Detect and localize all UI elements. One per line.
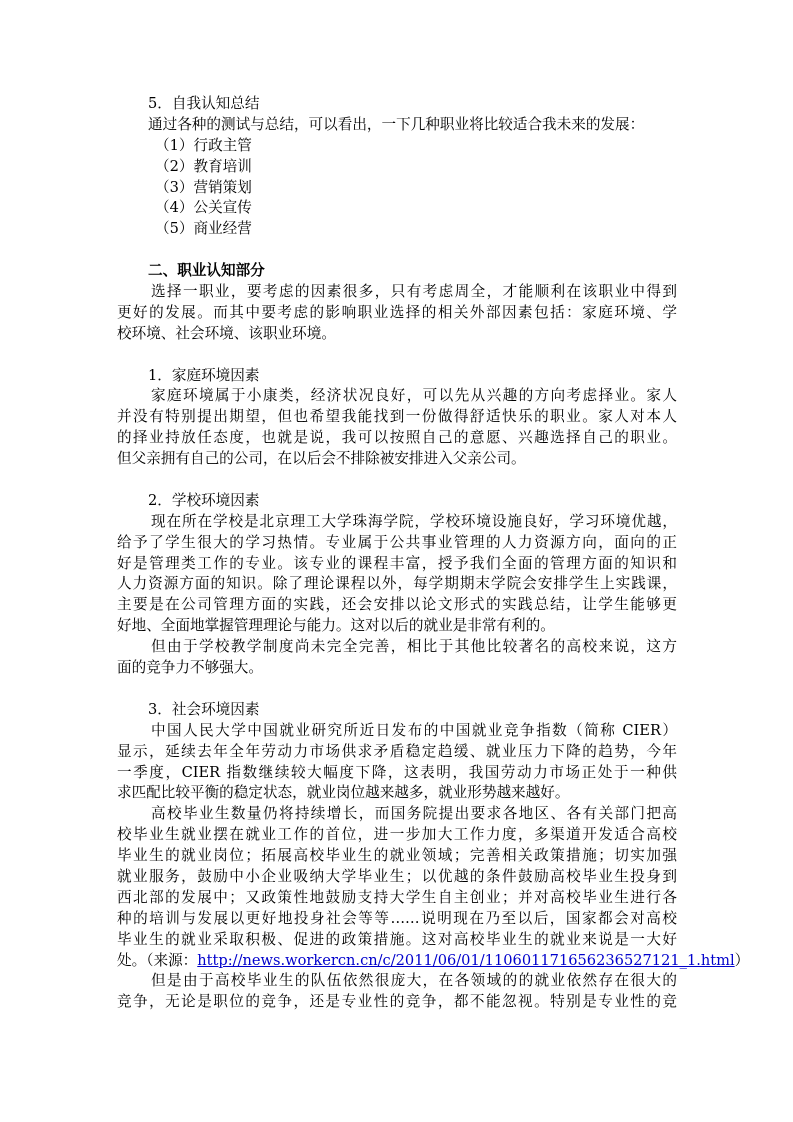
list-item: （1）行政主管 [155, 136, 252, 154]
paragraph-line: 但是由于高校毕业生的队伍依然很庞大，在各领域的的就业依然存在很大的 [151, 972, 677, 990]
paragraph-line: 人力资源方面的知识。除了理论课程以外，每学期期末学院会安排学生上实践课， [117, 575, 677, 593]
paragraph-line: 种的培训与发展以更好地投身社会等等……说明现在乃至以后，国家都会对高校 [117, 909, 677, 927]
paragraph-line: 现在所在学校是北京理工大学珠海学院，学校环境设施良好，学习环境优越， [151, 512, 677, 530]
paragraph-line: 显示，延续去年全年劳动力市场供求矛盾稳定趋缓、就业压力下降的趋势，今年 [117, 742, 677, 760]
paragraph-line: 家庭环境属于小康类，经济状况良好，可以先从兴趣的方向考虑择业。家人 [151, 387, 677, 405]
family-title: 1．家庭环境因素 [148, 366, 260, 384]
list-item: （3）营销策划 [155, 178, 252, 196]
source-suffix: ） [734, 951, 750, 969]
source-link[interactable]: http://news.workercn.cn/c/2011/06/01/110601171656236527121_1.html [197, 951, 735, 969]
paragraph-line: 竞争，无论是职位的竞争，还是专业性的竞争，都不能忽视。特别是专业性的竞 [117, 993, 677, 1011]
list-item: （4）公关宣传 [155, 199, 252, 217]
paragraph-line: 给予了学生很大的学习热情。专业属于公共事业管理的人力资源方向，面向的正 [117, 533, 677, 551]
paragraph-line: 毕业生的就业岗位；拓展高校毕业生的就业领域；完善相关政策措施；切实加强 [117, 847, 677, 865]
paragraph-line: 西北部的发展中；又政策性地鼓励支持大学生自主创业；并对高校毕业生进行各 [117, 888, 677, 906]
paragraph-line: 毕业生的就业采取积极、促进的政策措施。这对高校毕业生的就业来说是一大好 [117, 930, 677, 948]
list-item: （5）商业经营 [155, 220, 252, 238]
paragraph-line: 的择业持放任态度，也就是说，我可以按照自己的意愿、兴趣选择自己的职业。 [117, 429, 677, 447]
paragraph-line: 校毕业生就业摆在就业工作的首位，进一步加大工作力度，多渠道开发适合高校 [117, 826, 677, 844]
source-prefix: 处。（来源： [117, 951, 198, 969]
paragraph-line: 校环境、社会环境、该职业环境。 [117, 324, 336, 342]
paragraph-line: 就业服务，鼓励中小企业吸纳大学毕业生；以优越的条件鼓励高校毕业生投身到 [117, 867, 677, 885]
paragraph-line: 主要是在公司管理方面的实践，还会安排以论文形式的实践总结，让学生能够更 [117, 596, 677, 614]
society-title: 3．社会环境因素 [148, 700, 260, 718]
list-item: （2）教育培训 [155, 157, 252, 175]
paragraph-line: 求匹配比较平衡的稳定状态，就业岗位越来越多，就业形势越来越好。 [117, 784, 570, 802]
paragraph-line: 中国人民大学中国就业研究所近日发布的中国就业竞争指数（简称 CIER） [151, 721, 677, 739]
paragraph-line: 并没有特别提出期望，但也希望我能找到一份做得舒适快乐的职业。家人对本人 [117, 408, 677, 426]
paragraph-line: 一季度，CIER 指数继续较大幅度下降，这表明，我国劳动力市场正处于一种供 [117, 763, 677, 781]
school-title: 2．学校环境因素 [148, 491, 260, 509]
part2-heading: 二、职业认知部分 [148, 262, 265, 280]
section5-title: 5．自我认知总结 [148, 95, 260, 112]
paragraph-line: 好地、全面地掌握管理理论与能力。这对以后的就业是非常有利的。 [117, 617, 555, 635]
paragraph-line: 高校毕业生数量仍将持续增长，而国务院提出要求各地区、各有关部门把高 [151, 805, 677, 823]
section5-intro: 通过各种的测试与总结，可以看出，一下几种职业将比较适合我未来的发展： [148, 115, 645, 133]
document-page [117, 94, 750, 1013]
paragraph-line: 但父亲拥有自己的公司，在以后会不排除被安排进入父亲公司。 [117, 450, 526, 468]
paragraph-line: 更好的发展。而其中要考虑的影响职业选择的相关外部因素包括：家庭环境、学 [117, 303, 677, 321]
paragraph-line: 但由于学校教学制度尚未完全完善，相比于其他比较著名的高校来说，这方 [151, 638, 677, 656]
paragraph-line: 好是管理类工作的专业。该专业的课程丰富，授予我们全面的管理方面的知识和 [117, 554, 677, 572]
paragraph-line: 面的竞争力不够强大。 [117, 659, 263, 677]
source-line [117, 951, 750, 972]
paragraph-line: 选择一职业，要考虑的因素很多，只有考虑周全，才能顺利在该职业中得到 [151, 283, 677, 301]
